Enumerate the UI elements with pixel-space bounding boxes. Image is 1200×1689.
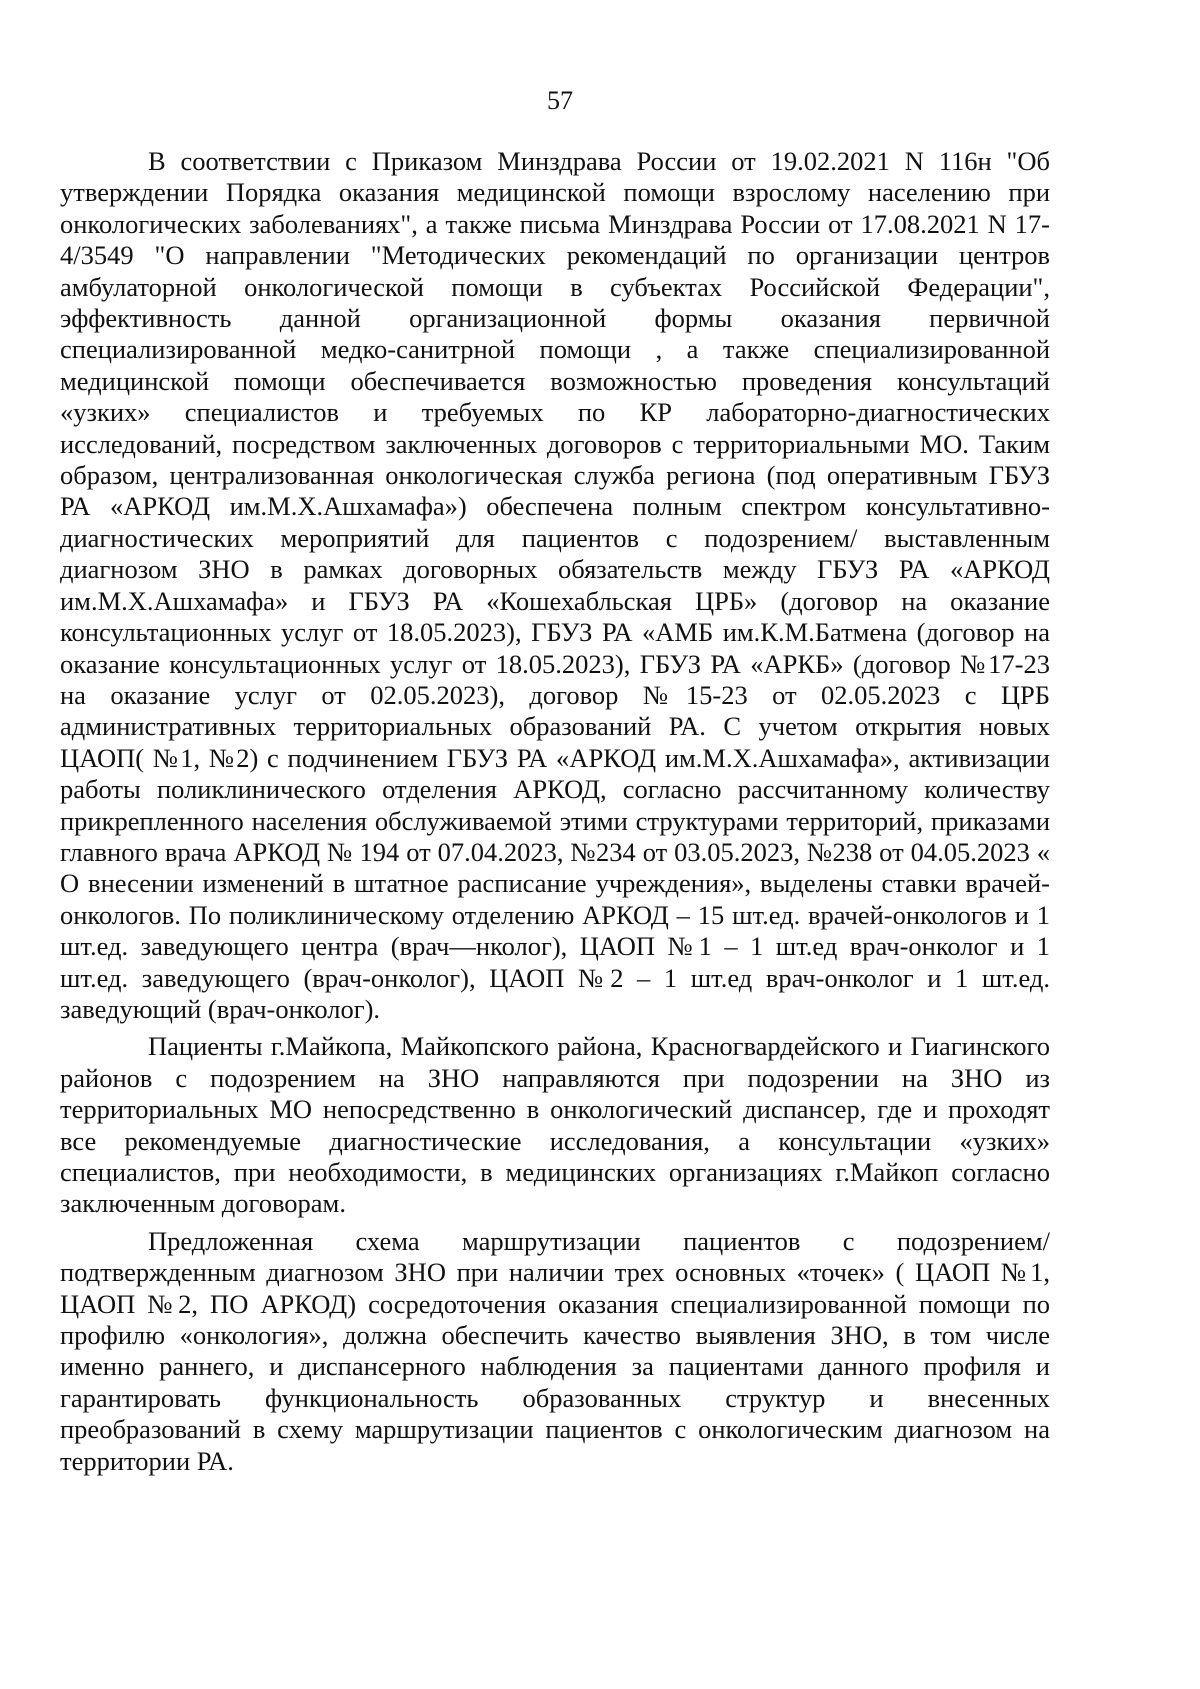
paragraph-maikop-patients: Пациенты г.Майкопа, Майкопского района, Красногвардейского и Гиагинского районов с подозрением на ЗНО направляются при подозрении на ЗНО из территориальных МО непосредственно в онкологический диспансер, где и проходят все рекомендуемые диагностические исследования, а консультации «узких» специалистов, при необходимости, в медицинских организациях г.Майкоп согласно заключенным договорам. (60, 1031, 1050, 1219)
paragraph-routing-scheme: Предложенная схема маршрутизации пациентов с подозрением/ подтвержденным диагнозом ЗНО при наличии трех основных «точек» ( ЦАОП №1, ЦАОП №2, ПО АРКОД) сосредоточения оказания специализированной помощи по профилю «онкология», должна обеспечить качество выявления ЗНО, в том числе именно раннего, и диспансерного наблюдения за пациентами данного профиля и гарантировать функциональность образованных структур и внесенных преобразований в схему маршрутизации пациентов с онкологическим диагнозом на территории РА. (60, 1225, 1050, 1476)
page-number: 57 (547, 86, 573, 115)
paragraph-order-and-contracts: В соответствии с Приказом Минздрава России от 19.02.2021 N 116н "Об утверждении Порядка оказания медицинской помощи взрослому населению при онкологических заболеваниях", а также письма Минздрава России от 17.08.2021 N 17-4/3549 "О направлении "Методических рекомендаций по организации центров амбулаторной онкологической помощи в субъектах Российской Федерации", эффективность данной организационной формы оказания первичной специализированной медко-санитрной помощи , а также специализированной медицинской помощи обеспечивается возможностью проведения консультаций «узких» специалистов и требуемых по КР лабораторно-диагностических исследований, посредством заключенных договоров с территориальными МО. Таким образом, централизованная онкологическая служба региона (под оперативным ГБУЗ РА «АРКОД им.М.Х.Ашхамафа») обеспечена полным спектром консультативно-диагностических мероприятий для пациентов с подозрением/ выставленным диагнозом ЗНО в рамках договорных обязательств между ГБУЗ РА «АРКОД им.М.Х.Ашхамафа» и ГБУЗ РА «Кошехабльская ЦРБ» (договор на оказание консультационных услуг от 18.05.2023), ГБУЗ РА «АМБ им.К.М.Батмена (договор на оказание консультационных услуг от 18.05.2023), ГБУЗ РА «АРКБ» (договор №17-23 на оказание услуг от 02.05.2023), договор №15-23 от 02.05.2023 с ЦРБ административных территориальных образований РА. С учетом открытия новых ЦАОП( №1, №2) с подчинением ГБУЗ РА «АРКОД им.М.Х.Ашхамафа», активизации работы поликлинического отделения АРКОД, согласно рассчитанному количеству прикрепленного населения обслуживаемой этими структурами территорий, приказами главного врача АРКОД № 194 от 07.04.2023, №234 от 03.05.2023, №238 от 04.05.2023 « О внесении изменений в штатное расписание учреждения», выделены ставки врачей-онкологов. По поликлиническому отделению АРКОД – 15 шт.ед. врачей-онкологов и 1 шт.ед. заведующего центра (врач—нколог), ЦАОП №1 – 1 шт.ед врач-онколог и 1 шт.ед. заведующего (врач-онколог), ЦАОП №2 – 1 шт.ед врач-онколог и 1 шт.ед. заведующий (врач-онколог). (60, 146, 1050, 1024)
document-body (60, 146, 1050, 1477)
